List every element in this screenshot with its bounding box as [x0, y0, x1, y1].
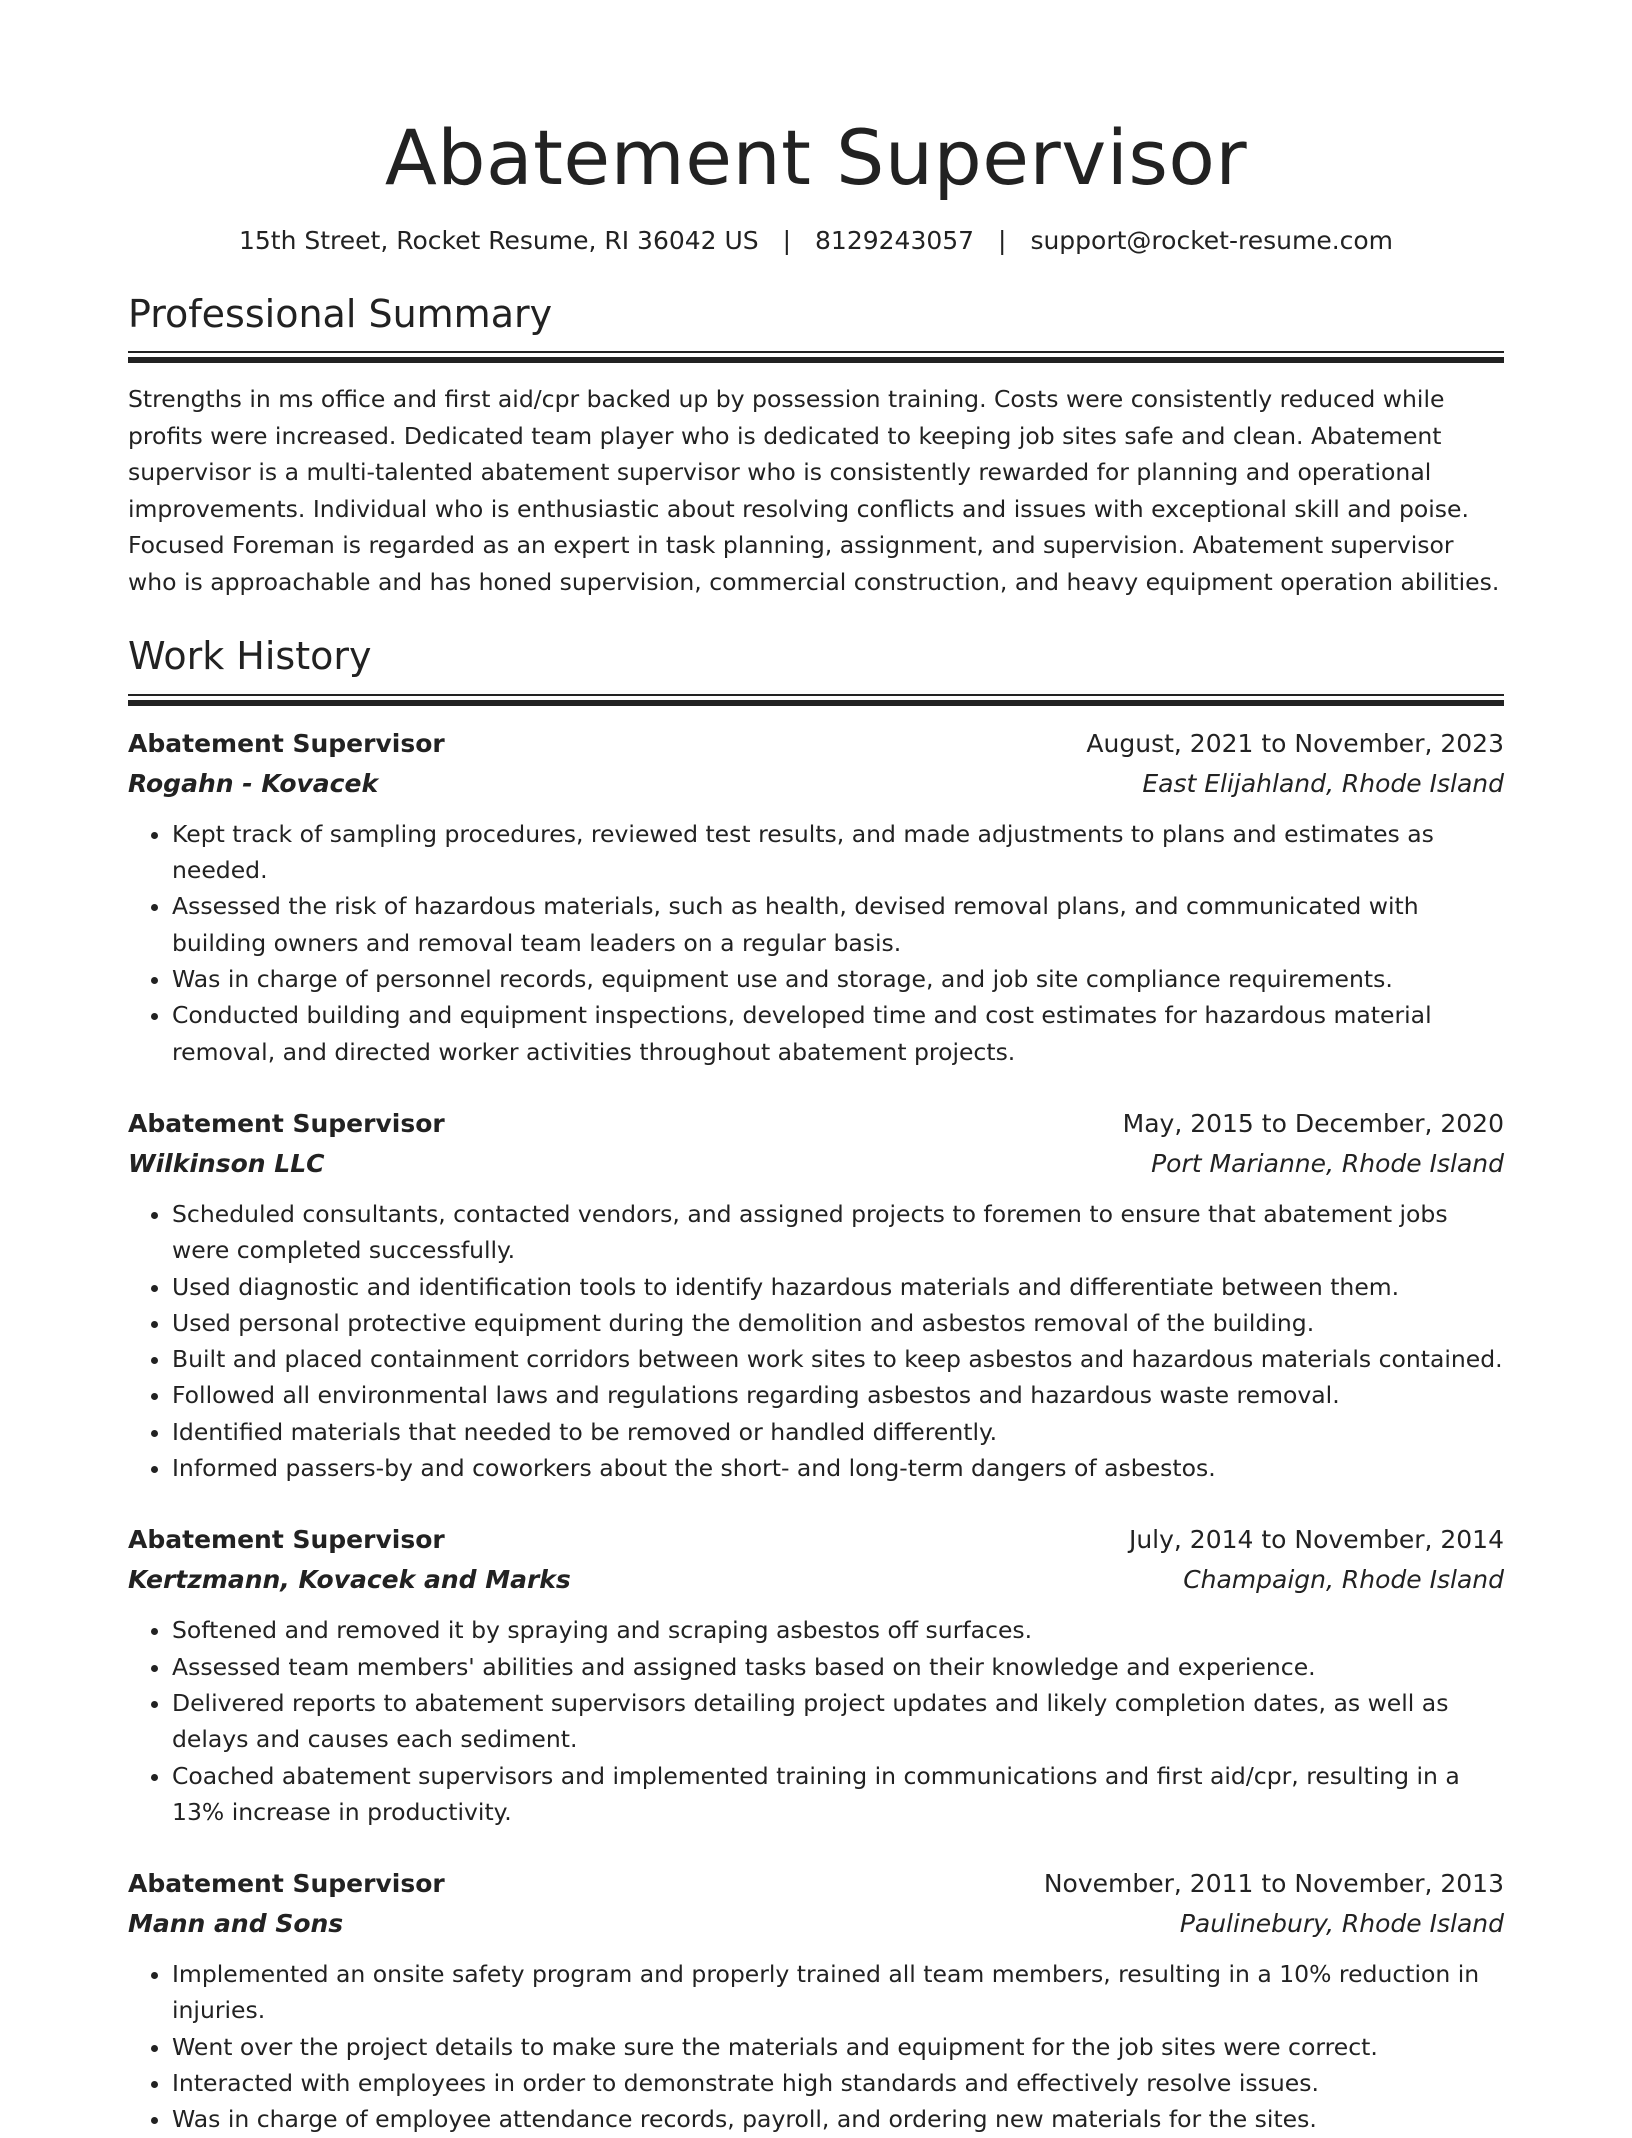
job-entry — [128, 724, 1504, 1070]
job-bullet: • Used diagnostic and identification tools to identify hazardous materials and differentiate between them. — [172, 1269, 1504, 1305]
job-bullet: • Was in charge of employee attendance records, payroll, and ordering new materials for the sites. — [172, 2101, 1504, 2137]
job-bullet: • Kept track of sampling procedures, reviewed test results, and made adjustments to plans and estimates as needed. — [172, 816, 1504, 889]
job-header-row — [128, 1864, 1504, 1904]
job-bullet: • Coached abatement supervisors and implemented training in communications and first aid/cpr, resulting in a 13% increase in productivity. — [172, 1758, 1504, 1831]
job-dates: November, 2011 to November, 2013 — [1043, 1869, 1504, 1899]
job-company-row — [128, 1144, 1504, 1184]
job-bullet: • Informed passers-by and coworkers about the short- and long-term dangers of asbestos. — [172, 1450, 1504, 1486]
job-bullet-list — [128, 1956, 1504, 2137]
job-location: Champaign, Rhode Island — [1183, 1565, 1504, 1595]
job-bullet: • Interacted with employees in order to demonstrate high standards and effectively resolve issues. — [172, 2065, 1504, 2101]
contact-address: 15th Street, Rocket Resume, RI 36042 US — [238, 226, 759, 256]
job-location: Port Marianne, Rhode Island — [1151, 1148, 1504, 1178]
summary-text: Strengths in ms office and first aid/cpr backed up by possession training. Costs were consistently reduced while profits were increased. Dedicated team player who is dedicated to keeping job sites safe and clean. Abatement supervisor is a multi-talented abatement supervisor who is consistently rewarded for planning and operational improvements. Individual who is enthusiastic about resolving conflicts and issues with exceptional skill and poise. Focused Foreman is regarded as an expert in task planning, assignment, and supervision. Abatement supervisor who is approachable and has honed supervision, commercial construction, and heavy equipment operation abilities. — [128, 385, 1500, 596]
job-entry — [128, 1104, 1504, 1486]
summary-heading: Professional Summary — [128, 291, 553, 336]
job-bullet: • Softened and removed it by spraying and scraping asbestos off surfaces. — [172, 1612, 1504, 1648]
contact-separator: | — [998, 226, 1007, 256]
job-bullet: • Was in charge of personnel records, equipment use and storage, and job site compliance requirements. — [172, 961, 1504, 997]
job-company-row — [128, 1560, 1504, 1600]
resume-title: Abatement Supervisor — [384, 113, 1248, 202]
job-bullet: • Followed all environmental laws and regulations regarding asbestos and hazardous waste removal. — [172, 1377, 1504, 1413]
job-company: Wilkinson LLC — [128, 1148, 325, 1178]
job-bullet-list — [128, 1612, 1504, 1830]
job-bullet: • Conducted building and equipment inspections, developed time and cost estimates for hazardous material removal, and directed worker activities throughout abatement projects. — [172, 997, 1504, 1070]
contact-line — [128, 225, 1504, 258]
job-dates: July, 2014 to November, 2014 — [1128, 1525, 1504, 1555]
job-bullet: • Built and placed containment corridors between work sites to keep asbestos and hazardous materials contained. — [172, 1341, 1504, 1377]
job-company-row — [128, 764, 1504, 804]
job-location: East Elijahland, Rhode Island — [1142, 768, 1504, 798]
job-header-row — [128, 1520, 1504, 1560]
job-bullet: • Scheduled consultants, contacted vendors, and assigned projects to foremen to ensure that abatement jobs were completed successfully. — [172, 1196, 1504, 1269]
section-divider — [128, 351, 1504, 363]
job-header-row — [128, 1104, 1504, 1144]
job-bullet: • Used personal protective equipment during the demolition and asbestos removal of the building. — [172, 1305, 1504, 1341]
job-bullet: • Implemented an onsite safety program and properly trained all team members, resulting in a 10% reduction in injuries. — [172, 1956, 1504, 2029]
job-bullet: • Identified materials that needed to be removed or handled differently. — [172, 1414, 1504, 1450]
section-divider — [128, 694, 1504, 706]
job-company: Kertzmann, Kovacek and Marks — [128, 1565, 571, 1595]
job-title: Abatement Supervisor — [128, 1869, 445, 1899]
job-location: Paulinebury, Rhode Island — [1179, 1909, 1504, 1939]
job-company: Mann and Sons — [128, 1909, 344, 1939]
contact-separator: | — [782, 226, 792, 256]
job-entry — [128, 1864, 1504, 2137]
work-history-heading: Work History — [128, 634, 372, 679]
contact-email: support@rocket-resume.com — [1030, 226, 1394, 256]
job-header-row — [128, 724, 1504, 764]
job-entry — [128, 1520, 1504, 1830]
job-bullet: • Assessed the risk of hazardous materials, such as health, devised removal plans, and communicated with building owners and removal team leaders on a regular basis. — [172, 888, 1504, 961]
contact-phone: 8129243057 — [815, 226, 975, 256]
job-bullet: • Assessed team members' abilities and assigned tasks based on their knowledge and experience. — [172, 1649, 1504, 1685]
job-company: Rogahn - Kovacek — [128, 768, 379, 798]
summary-section — [128, 292, 1504, 601]
job-bullet-list — [128, 1196, 1504, 1486]
job-title: Abatement Supervisor — [128, 1108, 445, 1138]
job-bullet: • Delivered reports to abatement supervisors detailing project updates and likely completion dates, as well as delays and causes each sediment. — [172, 1685, 1504, 1758]
job-bullet: • Went over the project details to make sure the materials and equipment for the job sites were correct. — [172, 2029, 1504, 2065]
job-company-row — [128, 1904, 1504, 1944]
work-history-section — [128, 634, 1504, 2137]
job-title: Abatement Supervisor — [128, 1525, 445, 1555]
job-title: Abatement Supervisor — [128, 728, 445, 758]
job-dates: May, 2015 to December, 2020 — [1122, 1108, 1504, 1138]
job-dates: August, 2021 to November, 2023 — [1086, 728, 1504, 758]
job-bullet-list — [128, 816, 1504, 1070]
